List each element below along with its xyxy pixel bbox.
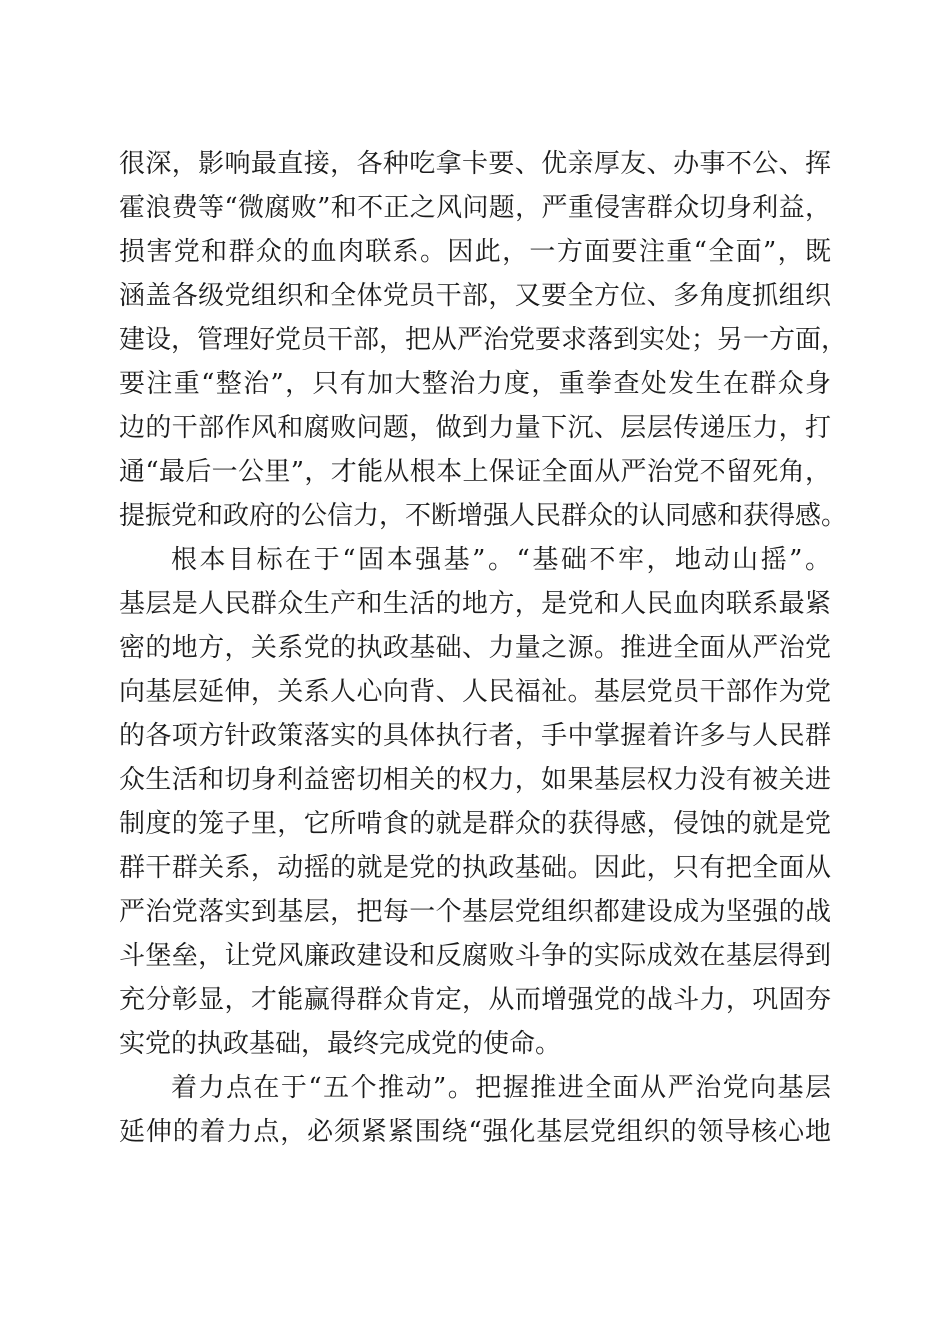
text-line: 严治党落实到基层，把每一个基层党组织都建设成为坚强的战 (119, 897, 831, 927)
text-line: 群干群关系，动摇的就是党的执政基础。因此，只有把全面从 (119, 853, 831, 883)
text-line: 实党的执政基础，最终完成党的使命。 (119, 1029, 562, 1059)
text-line: 霍浪费等“微腐败”和不正之风问题，严重侵害群众切身利益， (119, 193, 831, 223)
text-line: 通“最后一公里”，才能从根本上保证全面从严治党不留死角， (119, 457, 831, 487)
text-line: 向基层延伸，关系人心向背、人民福祉。基层党员干部作为党 (119, 677, 831, 707)
text-line: 涵盖各级党组织和全体党员干部，又要全方位、多角度抓组织 (119, 281, 831, 311)
text-line: 根本目标在于“固本强基”。“基础不牢，地动山摇”。 (171, 545, 831, 575)
text-line: 斗堡垒，让党风廉政建设和反腐败斗争的实际成效在基层得到 (119, 941, 831, 971)
paragraph-2 (119, 538, 831, 1066)
text-line: 建设，管理好党员干部，把从严治党要求落到实处；另一方面， (119, 325, 848, 355)
text-line: 众生活和切身利益密切相关的权力，如果基层权力没有被关进 (119, 765, 831, 795)
paragraph-3 (119, 1066, 831, 1154)
text-line: 基层是人民群众生产和生活的地方，是党和人民血肉联系最紧 (119, 589, 831, 619)
text-line: 损害党和群众的血肉联系。因此，一方面要注重“全面”，既 (119, 237, 831, 267)
text-line: 着力点在于“五个推动”。把握推进全面从严治党向基层 (171, 1073, 831, 1103)
document-body (119, 142, 848, 1154)
text-line: 提振党和政府的公信力，不断增强人民群众的认同感和获得感。 (119, 501, 848, 531)
text-line: 很深，影响最直接，各种吃拿卡要、优亲厚友、办事不公、挥 (119, 149, 831, 179)
text-line: 制度的笼子里，它所啃食的就是群众的获得感，侵蚀的就是党 (119, 809, 831, 839)
text-line: 边的干部作风和腐败问题，做到力量下沉、层层传递压力，打 (119, 413, 831, 443)
text-line: 充分彰显，才能赢得群众肯定，从而增强党的战斗力，巩固夯 (119, 985, 831, 1015)
text-line: 要注重“整治”，只有加大整治力度，重拳查处发生在群众身 (119, 369, 831, 399)
text-line: 的各项方针政策落实的具体执行者，手中掌握着许多与人民群 (119, 721, 831, 751)
text-line: 密的地方，关系党的执政基础、力量之源。推进全面从严治党 (119, 633, 831, 663)
paragraph-1 (119, 142, 848, 538)
text-line: 延伸的着力点，必须紧紧围绕“强化基层党组织的领导核心地 (119, 1117, 831, 1147)
